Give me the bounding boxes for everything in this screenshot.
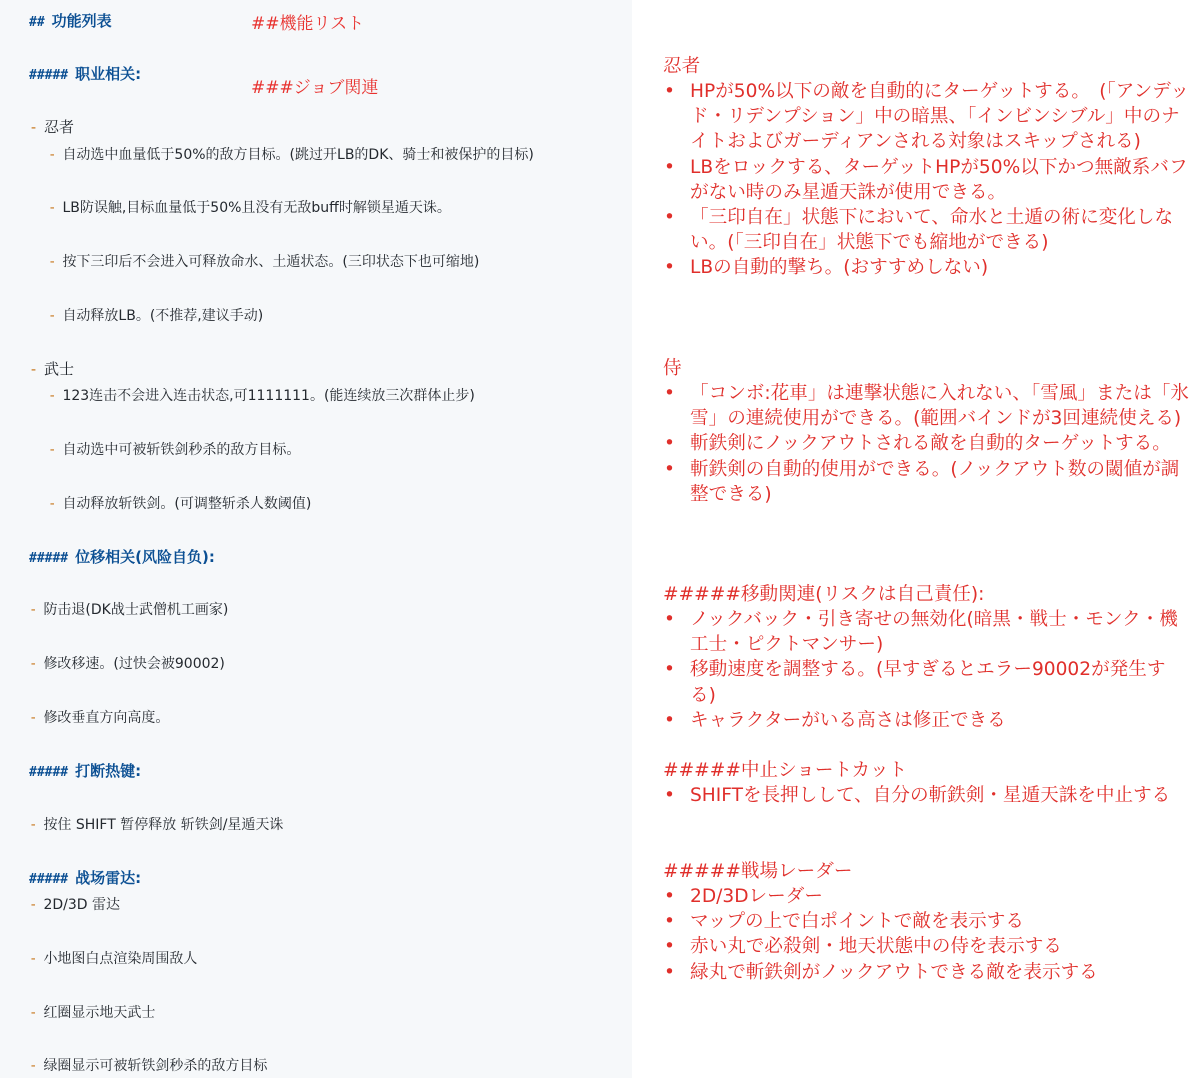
list-dash: - <box>29 817 38 833</box>
bullet: • <box>664 709 675 731</box>
list-item <box>663 783 1189 808</box>
sub-list-item <box>48 305 263 325</box>
sub-list-item-text: LB防误触,目标血量低于50%且没有无敌buff时解锁星遁天诛。 <box>62 200 451 216</box>
list-dash: - <box>29 118 39 136</box>
list-dash: - <box>29 897 38 913</box>
annotation-job-related: ###ジョブ関連 <box>251 78 379 98</box>
list-item-text: 斬鉄剣にノックアウトされる敵を自動的ターゲットする。 <box>690 433 1171 455</box>
heading-hashes: ## <box>29 15 45 30</box>
list-dash: - <box>48 442 57 458</box>
heading-movement <box>29 546 215 567</box>
list-dash: - <box>29 360 39 378</box>
list-item <box>29 653 225 673</box>
list-item-text: SHIFTを長押しして、自分の斬鉄剣・星遁天誅を中止する <box>690 785 1171 806</box>
list-item-text: 緑丸で斬鉄剣がノックアウトできる敵を表示する <box>690 961 1098 983</box>
bullet: • <box>664 886 675 907</box>
list-item-text: LBの自動的撃ち。(おすすめしない) <box>690 257 989 279</box>
list-item-text: 2D/3D 雷达 <box>43 897 120 913</box>
sub-list-item-text: 自动选中血量低于50%的敌方目标。(跳过开LB的DK、骑士和被保护的目标) <box>62 147 534 163</box>
list-item <box>663 960 1189 985</box>
heading-text: 战场雷达: <box>75 869 142 887</box>
list-item-text: 防击退(DK战士武僧机工画家) <box>43 602 229 618</box>
list-item <box>663 457 1189 507</box>
list-item-label: 忍者 <box>44 118 75 136</box>
radar-list <box>663 884 1189 985</box>
list-item <box>663 205 1189 255</box>
sub-list-item-text: 123连击不会进入连击状态,可1111111。(能连续放三次群体止步) <box>62 388 475 404</box>
sub-list-item <box>48 144 534 164</box>
list-item <box>29 814 283 834</box>
heading-text: 位移相关(风险自负): <box>75 548 215 566</box>
list-item <box>663 934 1189 959</box>
bullet: • <box>664 659 675 681</box>
list-item-text: 红圈显示地天武士 <box>43 1005 156 1021</box>
sub-list-item <box>48 251 479 271</box>
list-item <box>663 657 1189 707</box>
list-dash: - <box>29 602 38 618</box>
section-heading-movement: #####移動関連(リスクは自己責任): <box>663 584 985 605</box>
heading-hashes: ##### <box>29 551 69 566</box>
list-item-text: 修改垂直方向高度。 <box>43 710 170 726</box>
list-item-samurai <box>29 358 74 379</box>
heading-radar <box>29 867 141 888</box>
sub-list-item <box>48 385 475 405</box>
list-item <box>29 1002 155 1022</box>
annotation-feature-list: ##機能リスト <box>251 14 365 34</box>
list-item <box>663 708 1189 733</box>
list-dash: - <box>29 1058 38 1074</box>
list-dash: - <box>29 710 38 726</box>
sub-list-item-text: 自动选中可被斩铁剑秒杀的敌方目标。 <box>62 442 301 458</box>
sub-list-item-text: 自动释放斩铁剑。(可调整斩杀人数阈值) <box>62 496 312 512</box>
section-heading-radar: #####戦場レーダー <box>663 861 853 882</box>
bullet: • <box>664 458 675 480</box>
list-item-ninja <box>29 116 74 137</box>
list-item <box>29 707 169 727</box>
bullet: • <box>664 257 675 279</box>
samurai-list <box>663 381 1189 507</box>
list-item-text: LBをロックする、ターゲットHPが50%以下かつ無敵系バフがない時のみ星遁天誅が使用できる。 <box>690 156 1188 203</box>
sub-list-item-text: 自动释放LB。(不推荐,建议手动) <box>62 308 264 324</box>
heading-text: 功能列表 <box>51 12 112 30</box>
list-item-text: 移動速度を調整する。(早すぎるとエラー90002が発生する) <box>690 659 1166 706</box>
list-item <box>663 381 1189 431</box>
list-dash: - <box>48 147 57 163</box>
list-dash: - <box>48 388 57 404</box>
bullet: • <box>664 609 675 630</box>
list-item <box>663 607 1189 657</box>
list-dash: - <box>29 1005 38 1021</box>
list-item-text: 绿圈显示可被斩铁剑秒杀的敌方目标 <box>43 1058 268 1074</box>
sub-list-item <box>48 493 311 513</box>
japanese-translation-panel <box>632 0 1193 1078</box>
list-item <box>663 255 1189 280</box>
list-dash: - <box>29 656 38 672</box>
ninja-list <box>663 79 1189 281</box>
list-item <box>29 948 197 968</box>
bullet: • <box>664 911 675 933</box>
list-item <box>663 155 1189 205</box>
bullet: • <box>664 207 675 229</box>
list-item <box>663 431 1189 456</box>
hotkey-list <box>663 783 1189 808</box>
heading-hashes: ##### <box>29 765 69 780</box>
list-item-text: HPが50%以下の敵を自動的にターゲットする。 (「アンデッド・リデンプション」中の暗黒、「インビンシブル」中のナイトおよびガーディアンされる対象はスキップされる) <box>690 81 1190 153</box>
list-dash: - <box>48 496 57 512</box>
list-dash: - <box>29 951 38 967</box>
list-item-text: 小地图白点渲染周围敌人 <box>43 951 198 967</box>
bullet: • <box>664 81 675 102</box>
list-item-text: マップの上で白ポイントで敵を表示する <box>690 911 1024 933</box>
movement-list <box>663 607 1189 733</box>
heading-hashes: ##### <box>29 68 69 83</box>
list-dash: - <box>48 200 57 216</box>
list-item <box>663 79 1189 155</box>
bullet: • <box>664 383 675 404</box>
bullet: • <box>664 936 675 958</box>
list-item <box>663 909 1189 934</box>
section-heading-hotkey: #####中止ショートカット <box>663 760 908 781</box>
list-item-text: 「三印自在」状態下において、命水と土遁の術に変化しない。(「三印自在」状態下でも縮地ができる) <box>690 207 1174 254</box>
heading-text: 打断热键: <box>75 762 142 780</box>
list-item-text: 修改移速。(过快会被90002) <box>43 656 225 672</box>
list-item <box>663 884 1189 909</box>
list-item <box>29 599 228 619</box>
list-item-text: 「コンボ:花車」は連撃状態に入れない、「雪風」または「氷雪」の連続使用ができる。(範囲バインドが3回連続使える) <box>690 383 1189 430</box>
heading-hashes: ##### <box>29 872 69 887</box>
section-heading-samurai: 侍 <box>663 358 682 379</box>
list-dash: - <box>48 308 57 324</box>
list-item-text: キャラクターがいる高さは修正できる <box>690 709 1006 731</box>
heading-text: 职业相关: <box>75 65 142 83</box>
sub-list-item-text: 按下三印后不会进入可释放命水、土遁状态。(三印状态下也可缩地) <box>62 254 480 270</box>
heading-feature-list <box>29 10 112 31</box>
bullet: • <box>664 961 675 983</box>
bullet: • <box>664 156 675 178</box>
list-item-text: 斬鉄剣の自動的使用ができる。(ノックアウト数の閾値が調整できる) <box>690 458 1180 505</box>
sub-list-item <box>48 197 451 217</box>
section-heading-ninja: 忍者 <box>663 56 701 77</box>
heading-job-related <box>29 63 141 84</box>
list-dash: - <box>48 254 57 270</box>
list-item-label: 武士 <box>44 360 75 378</box>
list-item-text: 按住 SHIFT 暂停释放 斩铁剑/星遁天诛 <box>43 817 284 833</box>
sub-list-item <box>48 439 300 459</box>
list-item <box>29 894 120 914</box>
bullet: • <box>664 433 675 455</box>
list-item-text: 赤い丸で必殺剣・地天状態中の侍を表示する <box>690 936 1062 958</box>
heading-hotkey <box>29 760 141 781</box>
list-item-text: 2D/3Dレーダー <box>690 886 823 907</box>
list-item <box>29 1055 267 1075</box>
list-item-text: ノックバック・引き寄せの無効化(暗黒・戦士・モンク・機工士・ピクトマンサー) <box>690 609 1178 656</box>
bullet: • <box>664 785 675 806</box>
